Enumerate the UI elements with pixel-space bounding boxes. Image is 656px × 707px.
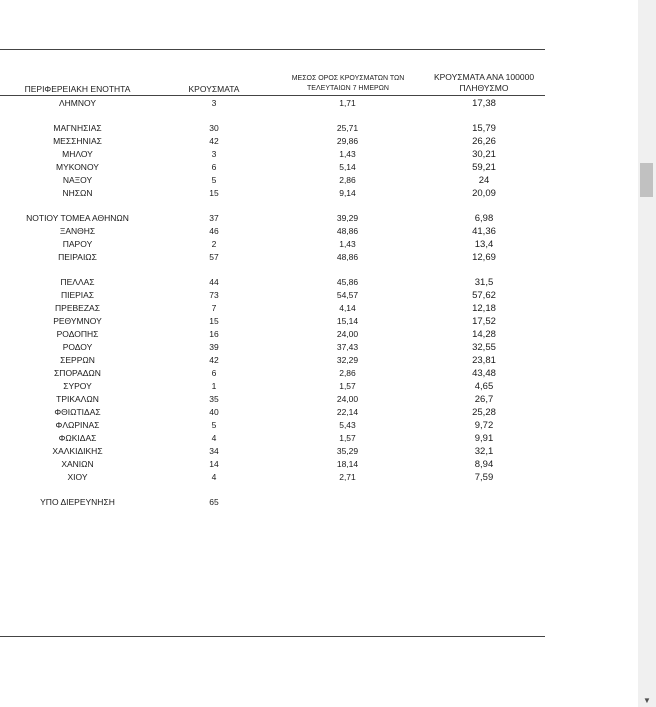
- header-7day-average-line1: ΜΕΣΟΣ ΟΡΟΣ ΚΡΟΥΣΜΑΤΩΝ ΤΩΝ: [291, 75, 405, 82]
- region-cell: ΜΕΣΣΗΝΙΑΣ: [53, 136, 102, 146]
- table-row: [0, 354, 545, 367]
- header-7day-average-line2: ΤΕΛΕΥΤΑΙΩΝ 7 ΗΜΕΡΩΝ: [307, 85, 389, 92]
- region-cell: ΝΑΞΟΥ: [62, 175, 93, 185]
- avg-7day-cell: 1,57: [339, 433, 356, 443]
- per-100k-cell: 12,18: [472, 303, 496, 314]
- header-region: ΠΕΡΙΦΕΡΕΙΑΚΗ ΕΝΟΤΗΤΑ: [24, 84, 131, 94]
- cases-cell: 15: [209, 188, 219, 198]
- cases-cell: 7: [211, 303, 217, 313]
- region-cell: ΛΗΜΝΟΥ: [58, 98, 97, 108]
- header-cases: ΚΡΟΥΣΜΑΤΑ: [188, 84, 240, 94]
- per-100k-cell: 12,69: [472, 252, 496, 263]
- region-cell: ΡΟΔΟΥ: [62, 342, 93, 352]
- avg-7day-cell: 1,71: [339, 98, 356, 108]
- cases-cell: 4: [211, 472, 217, 482]
- header-per-100k: [420, 72, 548, 94]
- avg-7day-cell: 18,14: [336, 459, 359, 469]
- per-100k-cell: 23,81: [472, 355, 496, 366]
- cases-cell: 34: [209, 446, 219, 456]
- avg-7day-cell: 5,14: [339, 162, 356, 172]
- cases-cell: 39: [209, 342, 219, 352]
- per-100k-cell: 15,79: [472, 123, 496, 134]
- avg-7day-cell: 25,71: [336, 123, 359, 133]
- table-row: [0, 122, 545, 135]
- avg-7day-cell: 2,71: [339, 472, 356, 482]
- per-100k-cell: 17,52: [472, 316, 496, 327]
- cases-cell: 73: [209, 290, 219, 300]
- table-row: [0, 302, 545, 315]
- per-100k-cell: 25,28: [472, 407, 496, 418]
- avg-7day-cell: 2,86: [339, 368, 356, 378]
- avg-7day-cell: 29,86: [336, 136, 359, 146]
- region-cell: ΡΕΘΥΜΝΟΥ: [53, 316, 102, 326]
- table-row: [0, 161, 545, 174]
- table-row: [0, 419, 545, 432]
- avg-7day-cell: 4,14: [339, 303, 356, 313]
- region-cell: ΝΗΣΩΝ: [62, 188, 93, 198]
- per-100k-cell: 17,38: [472, 98, 496, 109]
- per-100k-cell: 26,26: [472, 136, 496, 147]
- header-per-100k-line1: ΚΡΟΥΣΜΑΤΑ ΑΝΑ 100000: [433, 72, 535, 82]
- cases-cell: 35: [209, 394, 219, 404]
- region-cell: ΣΕΡΡΩΝ: [60, 355, 95, 365]
- table-row: [0, 276, 545, 289]
- avg-7day-cell: 15,14: [336, 316, 359, 326]
- per-100k-cell: 8,94: [474, 459, 494, 470]
- region-cell: ΝΟΤΙΟΥ ΤΟΜΕΑ ΑΘΗΝΩΝ: [26, 213, 129, 223]
- table-row: [0, 393, 545, 406]
- cases-cell: 6: [211, 162, 217, 172]
- per-100k-cell: 32,55: [472, 342, 496, 353]
- region-cell: ΦΘΙΩΤΙΔΑΣ: [54, 407, 101, 417]
- region-cell: ΣΠΟΡΑΔΩΝ: [54, 368, 101, 378]
- avg-7day-cell: 48,86: [336, 226, 359, 236]
- per-100k-cell: 41,36: [472, 226, 496, 237]
- avg-7day-cell: 1,43: [339, 149, 356, 159]
- cases-cell: 6: [211, 368, 217, 378]
- table-row: [0, 174, 545, 187]
- header-7day-average: [278, 74, 418, 94]
- table-row: [0, 289, 545, 302]
- under-investigation-label: ΥΠΟ ΔΙΕΡΕΥΝΗΣΗ: [40, 497, 115, 507]
- avg-7day-cell: 9,14: [339, 188, 356, 198]
- cut-off-text-line: [8, 0, 543, 2]
- per-100k-cell: 30,21: [472, 149, 496, 160]
- under-investigation-cases: 65: [209, 497, 219, 507]
- scrollbar-thumb[interactable]: [640, 163, 653, 197]
- avg-7day-cell: 45,86: [336, 277, 359, 287]
- avg-7day-cell: 1,57: [339, 381, 356, 391]
- per-100k-cell: 14,28: [472, 329, 496, 340]
- avg-7day-cell: 48,86: [336, 252, 359, 262]
- avg-7day-cell: 22,14: [336, 407, 359, 417]
- cases-cell: 4: [211, 433, 217, 443]
- header-rule: [0, 95, 545, 96]
- per-100k-cell: 57,62: [472, 290, 496, 301]
- per-100k-cell: 13,4: [474, 239, 494, 250]
- avg-7day-cell: 35,29: [336, 446, 359, 456]
- per-100k-cell: 9,72: [474, 420, 494, 431]
- table-row: [0, 315, 545, 328]
- region-cell: ΠΕΛΛΑΣ: [60, 277, 95, 287]
- table-row: [0, 458, 545, 471]
- table-row: [0, 225, 545, 238]
- bottom-rule: [0, 636, 545, 637]
- region-cell: ΧΑΝΙΩΝ: [61, 459, 94, 469]
- avg-7day-cell: 24,00: [336, 329, 359, 339]
- table-row: [0, 212, 545, 225]
- cases-cell: 44: [209, 277, 219, 287]
- table-row: [0, 380, 545, 393]
- header-per-100k-line2: ΠΛΗΘΥΣΜΟ: [459, 83, 509, 93]
- region-cell: ΧΑΛΚΙΔΙΚΗΣ: [52, 446, 103, 456]
- region-cell: ΧΙΟΥ: [67, 472, 88, 482]
- per-100k-cell: 43,48: [472, 368, 496, 379]
- cases-cell: 3: [211, 149, 217, 159]
- region-cell: ΜΥΚΟΝΟΥ: [56, 162, 99, 172]
- per-100k-cell: 26,7: [474, 394, 494, 405]
- table-row: [0, 187, 545, 200]
- region-cell: ΣΥΡΟΥ: [63, 381, 92, 391]
- table-row: [0, 148, 545, 161]
- cases-cell: 5: [211, 175, 217, 185]
- region-cell: ΦΩΚΙΔΑΣ: [58, 433, 97, 443]
- avg-7day-cell: 32,29: [336, 355, 359, 365]
- cases-cell: 3: [211, 98, 217, 108]
- region-cell: ΠΡΕΒΕΖΑΣ: [55, 303, 100, 313]
- region-cell: ΜΗΛΟΥ: [62, 149, 93, 159]
- avg-7day-cell: 2,86: [339, 175, 356, 185]
- avg-7day-cell: 24,00: [336, 394, 359, 404]
- region-cell: ΠΕΙΡΑΙΩΣ: [58, 252, 97, 262]
- table-row: [0, 432, 545, 445]
- table-row: [0, 328, 545, 341]
- top-rule: [0, 49, 545, 50]
- avg-7day-cell: 54,57: [336, 290, 359, 300]
- table-row: [0, 238, 545, 251]
- avg-7day-cell: 37,43: [336, 342, 359, 352]
- table-row: [0, 406, 545, 419]
- region-cell: ΞΑΝΘΗΣ: [59, 226, 96, 236]
- cases-cell: 42: [209, 355, 219, 365]
- region-cell: ΤΡΙΚΑΛΩΝ: [56, 394, 99, 404]
- per-100k-cell: 20,09: [472, 188, 496, 199]
- region-cell: ΠΙΕΡΙΑΣ: [60, 290, 95, 300]
- cases-cell: 2: [211, 239, 217, 249]
- vertical-scrollbar[interactable]: [638, 0, 656, 707]
- cases-cell: 46: [209, 226, 219, 236]
- avg-7day-cell: 5,43: [339, 420, 356, 430]
- per-100k-cell: 4,65: [474, 381, 494, 392]
- per-100k-cell: 6,98: [474, 213, 494, 224]
- table-row: [0, 445, 545, 458]
- per-100k-cell: 9,91: [474, 433, 494, 444]
- cases-cell: 16: [209, 329, 219, 339]
- cases-cell: 42: [209, 136, 219, 146]
- region-cell: ΦΛΩΡΙΝΑΣ: [55, 420, 100, 430]
- table-row: [0, 135, 545, 148]
- cases-cell: 57: [209, 252, 219, 262]
- cases-cell: 5: [211, 420, 217, 430]
- table-row: [0, 251, 545, 264]
- cases-cell: 1: [211, 381, 217, 391]
- per-100k-cell: 24: [478, 175, 490, 186]
- cases-cell: 37: [209, 213, 219, 223]
- table-row: [0, 341, 545, 354]
- scroll-down-arrow-icon[interactable]: ▼: [643, 696, 651, 705]
- cases-cell: 14: [209, 459, 219, 469]
- table-row: [0, 367, 545, 380]
- cases-cell: 30: [209, 123, 219, 133]
- per-100k-cell: 59,21: [472, 162, 496, 173]
- cases-cell: 15: [209, 316, 219, 326]
- per-100k-cell: 31,5: [474, 277, 494, 288]
- under-investigation-row: [0, 496, 545, 509]
- avg-7day-cell: 1,43: [339, 239, 356, 249]
- avg-7day-cell: 39,29: [336, 213, 359, 223]
- region-cell: ΜΑΓΝΗΣΙΑΣ: [53, 123, 102, 133]
- per-100k-cell: 32,1: [474, 446, 494, 457]
- table-row: [0, 97, 545, 110]
- region-cell: ΡΟΔΟΠΗΣ: [56, 329, 99, 339]
- region-cell: ΠΑΡΟΥ: [62, 239, 93, 249]
- per-100k-cell: 7,59: [474, 472, 494, 483]
- table-row: [0, 471, 545, 484]
- cases-cell: 40: [209, 407, 219, 417]
